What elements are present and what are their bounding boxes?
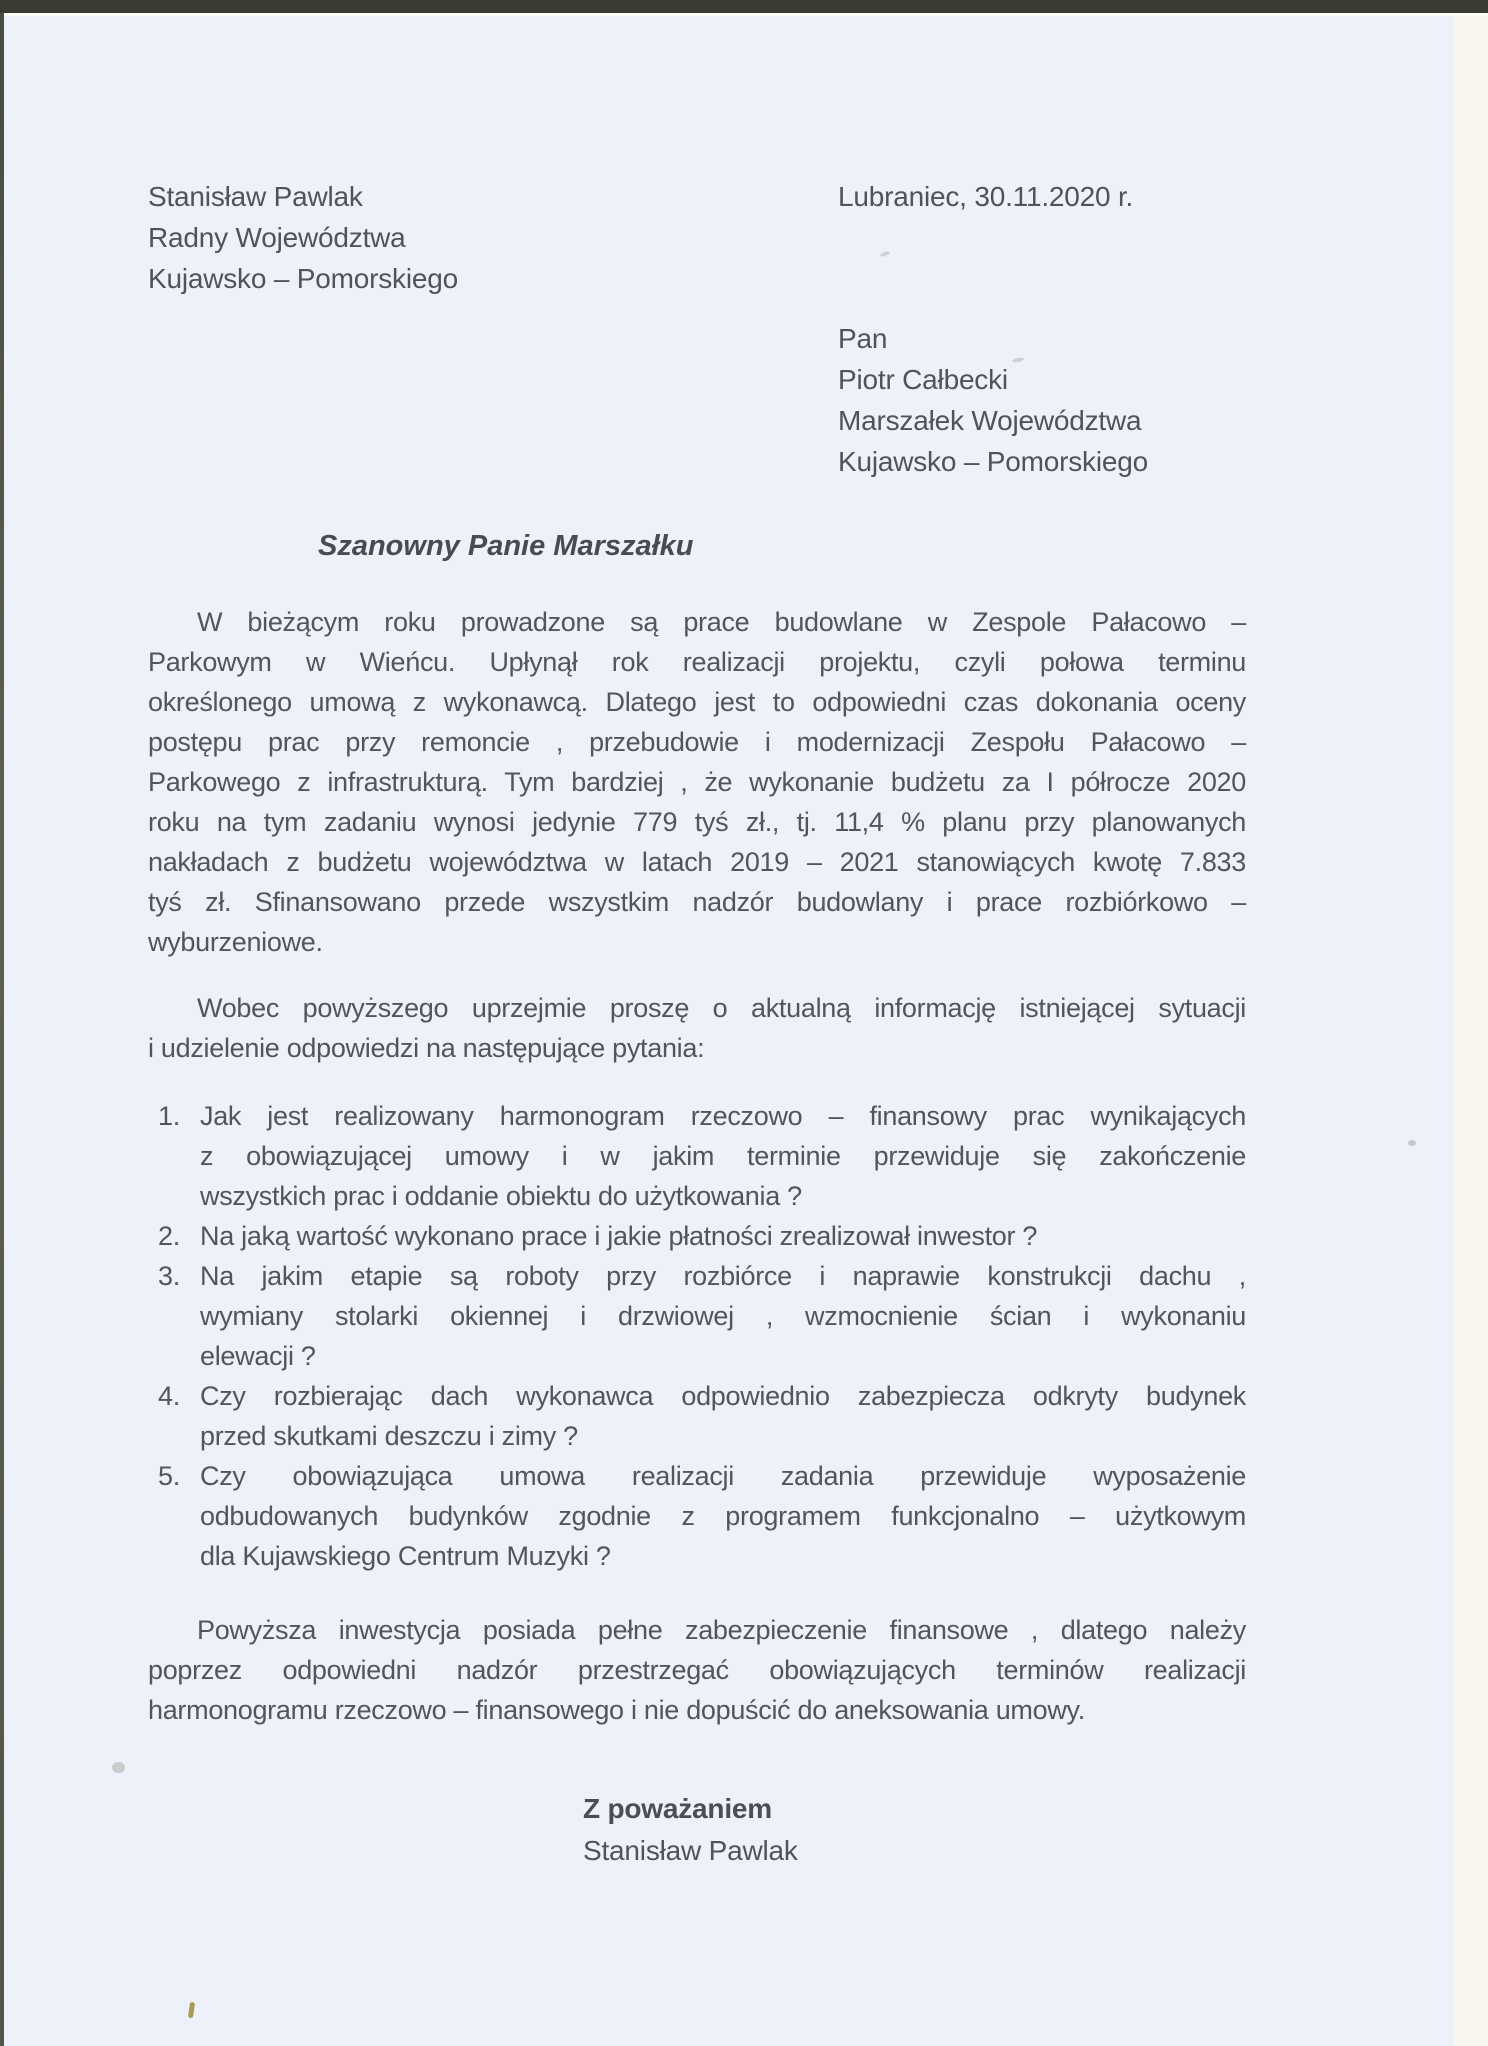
list-item-text bbox=[200, 1256, 1246, 1376]
list-item-number: 2. bbox=[158, 1221, 180, 1251]
recipient-block bbox=[838, 318, 1148, 482]
list-item-number: 1. bbox=[158, 1101, 180, 1131]
list-item bbox=[148, 1096, 1246, 1216]
paragraph-line: Powyższa inwestycja posiada pełne zabezpieczenie finansowe , dlatego należy bbox=[197, 1615, 1246, 1645]
list-item bbox=[148, 1256, 1246, 1376]
paragraph-line: poprzez odpowiedni nadzór przestrzegać obowiązujących terminów realizacji bbox=[148, 1655, 1246, 1685]
recipient-title: Marszałek Województwa bbox=[838, 405, 1142, 436]
paragraph-line: postępu prac przy remoncie , przebudowie i modernizacji Zespołu Pałacowo – bbox=[148, 727, 1246, 757]
list-item-line: Czy obowiązująca umowa realizacji zadania przewiduje wyposażenie bbox=[200, 1461, 1246, 1491]
scan-edge-right-strip bbox=[1453, 16, 1488, 2046]
recipient-region: Kujawsko – Pomorskiego bbox=[838, 446, 1148, 477]
paragraph-line: tyś zł. Sfinansowano przede wszystkim nadzór budowlany i prace rozbiórkowo – bbox=[148, 887, 1246, 917]
paragraph-2 bbox=[148, 988, 1246, 1068]
list-item-line: wszystkich prac i oddanie obiektu do użytkowania ? bbox=[200, 1181, 802, 1211]
paragraph-line: nakładach z budżetu województwa w latach 2019 – 2021 stanowiących kwotę 7.833 bbox=[148, 847, 1246, 877]
scan-speck bbox=[880, 250, 891, 257]
paragraph-line: i udzielenie odpowiedzi na następujące pytania: bbox=[148, 1033, 705, 1063]
list-item-number: 3. bbox=[158, 1261, 180, 1291]
question-list bbox=[148, 1096, 1246, 1576]
closing-phrase: Z poważaniem bbox=[583, 1793, 772, 1824]
paragraph-line: W bieżącym roku prowadzone są prace budowlane w Zespole Pałacowo – bbox=[197, 607, 1246, 637]
list-item-number: 4. bbox=[158, 1381, 180, 1411]
paragraph-line: harmonogramu rzeczowo – finansowego i nie dopuścić do aneksowania umowy. bbox=[148, 1695, 1085, 1725]
sender-title: Radny Województwa bbox=[148, 222, 406, 253]
scan-edge-top-bar bbox=[0, 0, 1488, 16]
paragraph-line: wyburzeniowe. bbox=[148, 927, 323, 957]
recipient-honorific: Pan bbox=[838, 323, 888, 354]
list-item-line: dla Kujawskiego Centrum Muzyki ? bbox=[200, 1541, 611, 1571]
scan-speck bbox=[1408, 1140, 1416, 1146]
list-item-line: Czy rozbierając dach wykonawca odpowiednio zabezpiecza odkryty budynek bbox=[200, 1381, 1246, 1411]
paragraph-3 bbox=[148, 1610, 1246, 1730]
paragraph-line: roku na tym zadaniu wynosi jedynie 779 tyś zł., tj. 11,4 % planu przy planowanych bbox=[148, 807, 1246, 837]
list-item-text bbox=[200, 1376, 1246, 1456]
list-item-line: przed skutkami deszczu i zimy ? bbox=[200, 1421, 578, 1451]
list-item-line: elewacji ? bbox=[200, 1341, 316, 1371]
scan-speck bbox=[112, 1762, 125, 1773]
sender-block bbox=[148, 176, 458, 299]
list-item bbox=[148, 1456, 1246, 1576]
list-item-text bbox=[200, 1456, 1246, 1576]
scan-speck bbox=[188, 2002, 195, 2019]
closing-block bbox=[583, 1788, 798, 1872]
scan-edge-left-strip bbox=[0, 13, 4, 2046]
list-item-line: Jak jest realizowany harmonogram rzeczowo – finansowy prac wynikających bbox=[200, 1101, 1246, 1131]
paragraph-line: Parkowym w Wieńcu. Upłynął rok realizacji projektu, czyli połowa terminu bbox=[148, 647, 1246, 677]
list-item bbox=[148, 1216, 1246, 1256]
list-item-line: wymiany stolarki okiennej i drzwiowej , wzmocnienie ścian i wykonaniu bbox=[200, 1301, 1246, 1331]
date-line: Lubraniec, 30.11.2020 r. bbox=[838, 181, 1134, 212]
sender-region: Kujawsko – Pomorskiego bbox=[148, 263, 458, 294]
paragraph-line: Wobec powyższego uprzejmie proszę o aktualną informację istniejącej sytuacji bbox=[197, 993, 1246, 1023]
list-item-line: z obowiązującej umowy i w jakim terminie przewiduje się zakończenie bbox=[200, 1141, 1246, 1171]
sender-name: Stanisław Pawlak bbox=[148, 181, 363, 212]
paragraph-line: Parkowego z infrastrukturą. Tym bardziej , że wykonanie budżetu za I półrocze 2020 bbox=[148, 767, 1246, 797]
recipient-name: Piotr Całbecki bbox=[838, 364, 1008, 395]
list-item bbox=[148, 1376, 1246, 1456]
list-item-text bbox=[200, 1096, 1246, 1216]
salutation: Szanowny Panie Marszałku bbox=[318, 530, 694, 562]
list-item-line: Na jakim etapie są roboty przy rozbiórce i naprawie konstrukcji dachu , bbox=[200, 1261, 1246, 1291]
paragraph-line: określonego umową z wykonawcą. Dlatego jest to odpowiedni czas dokonania oceny bbox=[148, 687, 1246, 717]
list-item-text bbox=[200, 1216, 1246, 1256]
closing-signature-name: Stanisław Pawlak bbox=[583, 1835, 798, 1866]
list-item-line: odbudowanych budynków zgodnie z programem funkcjonalno – użytkowym bbox=[200, 1501, 1246, 1531]
list-item-number: 5. bbox=[158, 1461, 180, 1491]
paragraph-1 bbox=[148, 602, 1246, 962]
list-item-line: Na jaką wartość wykonano prace i jakie płatności zrealizował inwestor ? bbox=[200, 1221, 1038, 1251]
